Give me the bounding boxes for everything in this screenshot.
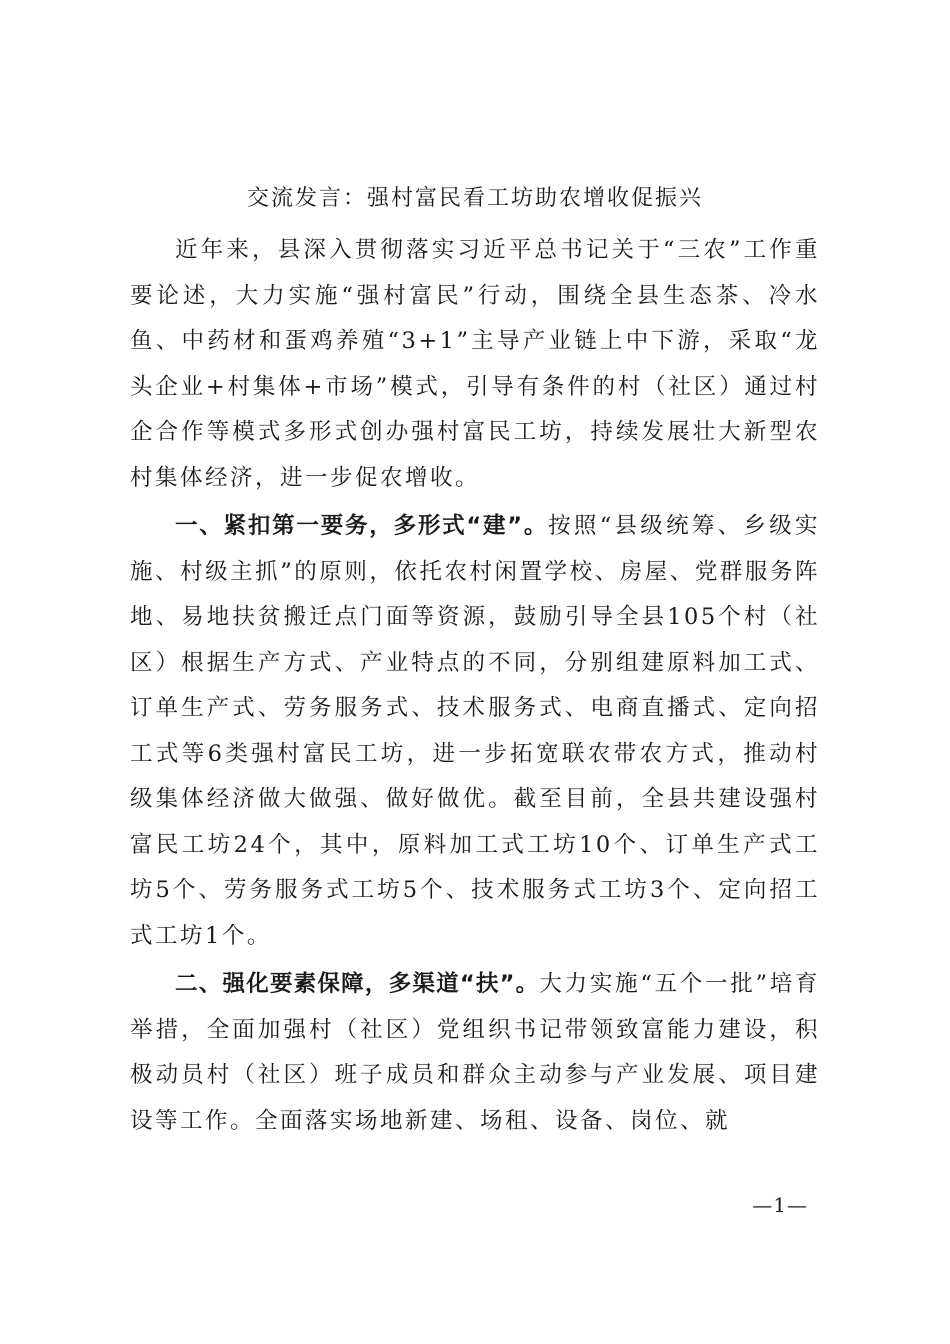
paragraph-intro-text: 近年来，县深入贯彻落实习近平总书记关于“三农”工作重要论述，大力实施“强村富民”行动，围绕全县生态茶、冷水鱼、中药材和蛋鸡养殖“3+1”主导产业链上中下游，采取“龙头企业+村集体+市场”模式，引导有条件的村（社区）通过村企合作等模式多形式创办强村富民工坊，持续发展壮大新型农村集体经济，进一步促农增收。 [130, 237, 820, 491]
paragraph-section-two [130, 962, 820, 1144]
page-number: —1— [752, 1193, 808, 1217]
paragraph-section-one [130, 504, 820, 959]
section-one-heading: 一、紧扣第一要务，多形式“建”。 [175, 513, 549, 539]
section-one-text: 按照“县级统筹、乡级实施、村级主抓”的原则，依托农村闲置学校、房屋、党群服务阵地、易地扶贫搬迁点门面等资源，鼓励引导全县105个村（社区）根据生产方式、产业特点的不同，分别组建原料加工式、订单生产式、劳务服务式、技术服务式、电商直播式、定向招工式等6类强村富民工坊，进一步拓宽联农带农方式，推动村级集体经济做大做强、做好做优。截至目前，全县共建设强村富民工坊24个，其中，原料加工式工坊10个、订单生产式工坊5个、劳务服务式工坊5个、技术服务式工坊3个、定向招工式工坊1个。 [130, 513, 820, 949]
paragraph-intro [130, 228, 820, 501]
document-title: 交流发言：强村富民看工坊助农增收促振兴 [246, 186, 703, 211]
section-two-heading: 二、强化要素保障，多渠道“扶”。 [175, 971, 540, 997]
section-two-text: 大力实施“五个一批”培育举措，全面加强村（社区）党组织书记带领致富能力建设，积极动员村（社区）班子成员和群众主动参与产业发展、项目建设等工作。全面落实场地新建、场租、设备、岗位、就 [130, 971, 820, 1134]
document-body [130, 228, 820, 1147]
